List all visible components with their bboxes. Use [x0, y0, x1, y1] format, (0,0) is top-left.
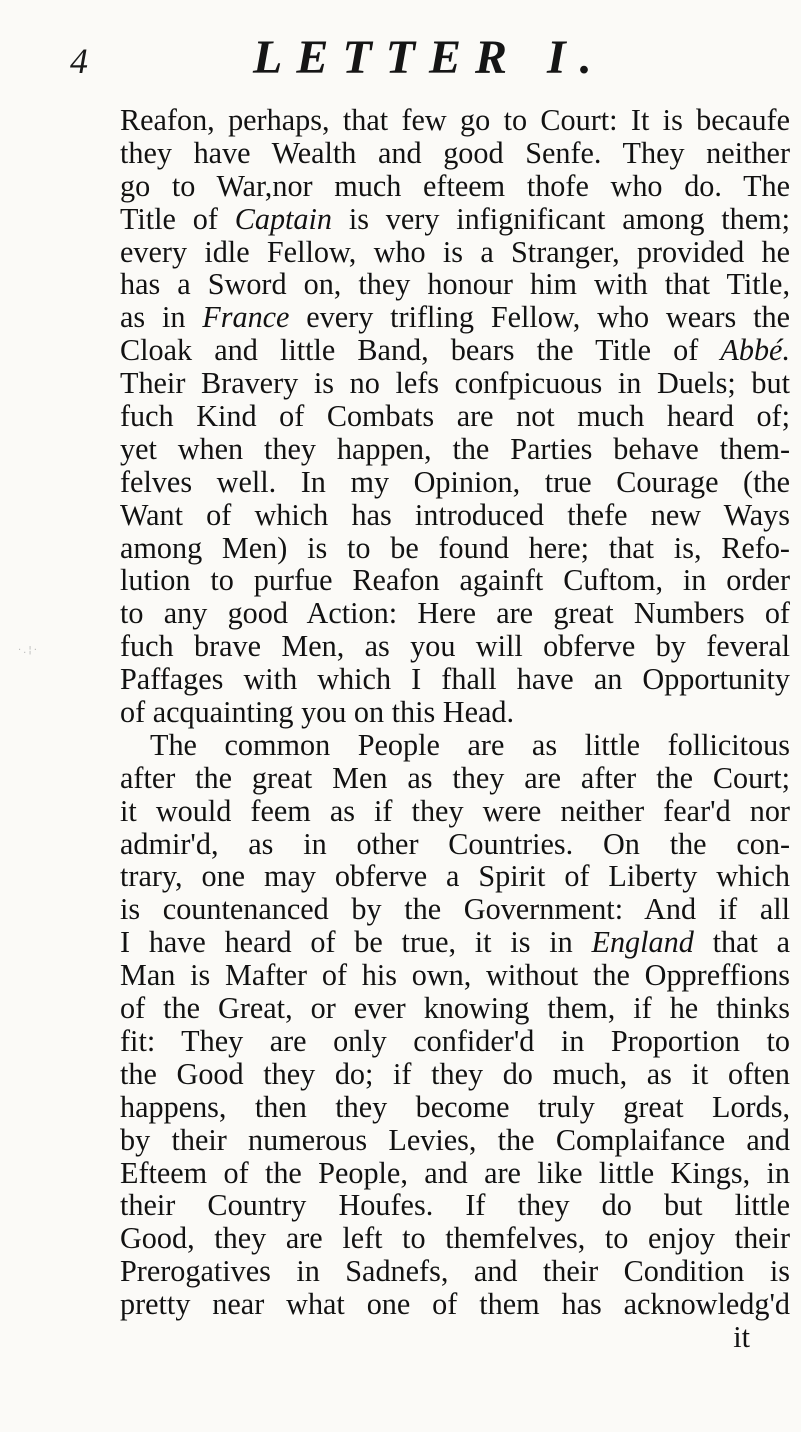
text-line [120, 1189, 790, 1222]
text-line [120, 268, 790, 301]
text-line-segment: felves well. In my Opinion, true Courage (the [120, 464, 790, 499]
italic-word: France [202, 300, 290, 335]
text-line [120, 893, 790, 926]
body-text [120, 104, 790, 1354]
text-line-segment: of the Great, or ever knowing them, if he thinks [120, 991, 790, 1026]
text-line-segment: I have heard of be true, it is in [120, 925, 592, 960]
text-line-segment: Title of [120, 201, 235, 236]
text-line [120, 532, 790, 565]
text-line-segment: it would feem as if they were neither fear'd nor [120, 793, 790, 828]
text-line-segment: is countenanced by the Government: And if all [120, 892, 790, 927]
text-line-segment: among Men) is to be found here; that is, Refo- [120, 530, 790, 565]
text-line [120, 1288, 790, 1321]
text-line [120, 828, 790, 861]
text-line-segment: Paffages with which I fhall have an Opportunity [120, 662, 790, 697]
text-line-segment: yet when they happen, the Parties behave them- [120, 431, 790, 466]
text-line-segment: trary, one may obferve a Spirit of Liberty which [120, 859, 790, 894]
text-line [120, 795, 790, 828]
italic-word: Abbé. [720, 333, 790, 368]
text-line [120, 762, 790, 795]
text-line [120, 1025, 790, 1058]
text-line-segment: every trifling Fellow, who wears the [289, 300, 790, 335]
text-line [120, 860, 790, 893]
text-line [120, 696, 790, 729]
text-line [120, 367, 790, 400]
text-line [120, 1091, 790, 1124]
page-number: 4 [70, 41, 88, 81]
text-line [120, 564, 790, 597]
text-line-segment: pretty near what one of them has acknowledg'd [120, 1287, 790, 1322]
text-line [120, 203, 790, 236]
text-line [120, 597, 790, 630]
text-line-segment: fit: They are only confider'd in Proportion to [120, 1023, 790, 1058]
text-line [120, 137, 790, 170]
text-line [120, 729, 790, 762]
text-line [120, 334, 790, 367]
text-line-segment: Want of which has introduced thefe new Ways [120, 497, 790, 532]
text-line-segment: as in [120, 300, 203, 335]
text-line-segment: Their Bravery is no lefs confpicuous in Duels; but [120, 366, 790, 401]
text-line-segment: Reafon, perhaps, that few go to Court: It is becaufe [120, 103, 790, 137]
text-line-segment: lution to purfue Reafon againft Cuftom, in order [120, 563, 790, 598]
text-line-segment: Efteem of the People, and are like little Kings, in [120, 1155, 790, 1190]
text-line-segment: after the great Men as they are after the Court; [120, 760, 790, 795]
text-line [120, 400, 790, 433]
text-line-segment: Good, they are left to themfelves, to enjoy their [120, 1221, 790, 1256]
text-line [120, 1222, 790, 1255]
text-line-segment: that a [693, 925, 790, 960]
text-line-segment: Cloak and little Band, bears the Title of [120, 333, 721, 368]
text-line-segment: every idle Fellow, who is a Stranger, provided he [120, 234, 790, 269]
text-line-segment: is very infignificant among them; [332, 201, 790, 236]
text-line [120, 663, 790, 696]
text-line-segment: by their numerous Levies, the Complaifance and [120, 1122, 790, 1157]
text-line-segment: they have Wealth and good Senfe. They neither [120, 135, 790, 170]
text-line [120, 630, 790, 663]
catchword: it [733, 1319, 750, 1354]
text-line [120, 926, 790, 959]
text-line-segment: has a Sword on, they honour him with that Title, [120, 267, 790, 302]
text-line [120, 104, 790, 137]
text-line [120, 466, 790, 499]
italic-word: England [591, 925, 694, 960]
text-line-segment: admir'd, as in other Countries. On the con- [120, 826, 790, 861]
text-line-segment: happens, then they become truly great Lords, [120, 1089, 790, 1124]
text-line-segment: fuch Kind of Combats are not much heard of; [120, 399, 790, 434]
text-line-segment: of acquainting you on this Head. [120, 695, 515, 730]
text-line-segment: to any good Action: Here are great Numbers of [120, 596, 790, 631]
text-line-segment: Prerogatives in Sadnefs, and their Condition is [120, 1254, 790, 1289]
text-line-segment: fuch brave Men, as you will obferve by feveral [120, 629, 790, 664]
text-line [120, 1157, 790, 1190]
margin-mark: ·.¦· [18, 645, 39, 656]
text-line [120, 1124, 790, 1157]
text-line [120, 236, 790, 269]
text-line [120, 170, 790, 203]
text-line [120, 1058, 790, 1091]
text-line [120, 433, 790, 466]
running-head: LETTER I. [253, 31, 606, 84]
text-line-segment: their Country Houfes. If they do but little [120, 1188, 790, 1223]
text-line-segment: The common People are as little follicitous [150, 727, 790, 762]
text-line-segment: Man is Mafter of his own, without the Oppreffions [120, 958, 790, 993]
text-line [120, 499, 790, 532]
text-line [120, 992, 790, 1025]
italic-word: Captain [234, 201, 333, 236]
text-line [120, 301, 790, 334]
text-line-segment: go to War,nor much efteem thofe who do. The [120, 168, 790, 203]
text-line [120, 959, 790, 992]
text-line-segment: the Good they do; if they do much, as it often [120, 1056, 790, 1091]
text-line [120, 1255, 790, 1288]
